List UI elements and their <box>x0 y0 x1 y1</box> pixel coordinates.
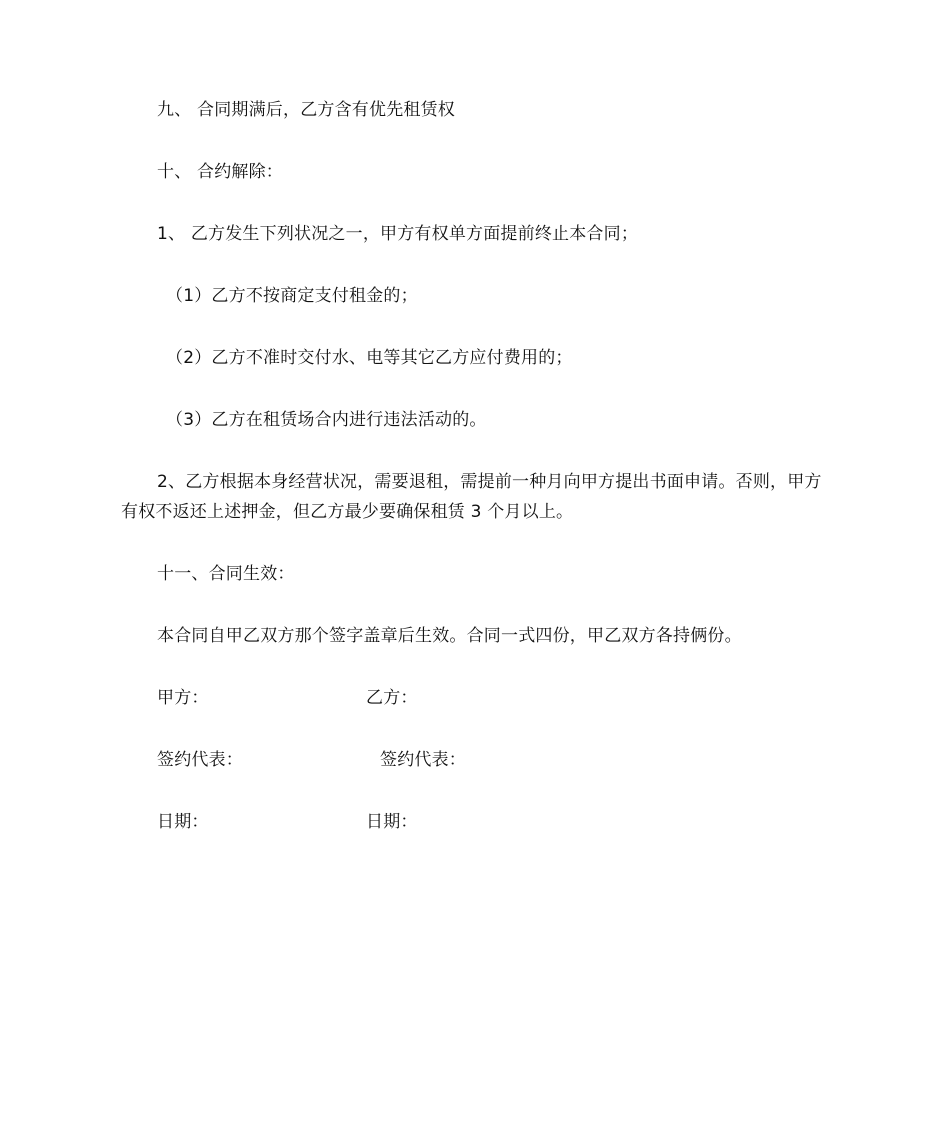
rep-b-label: 签约代表： <box>380 750 466 770</box>
date-b-label: 日期： <box>366 812 418 832</box>
clause-10-sub-2: （2）乙方不准时交付水、电等其它乙方应付费用的； <box>166 348 573 368</box>
clause-10-item-2: 2、乙方根据本身经营状况，需要退租，需提前一种月向甲方提出书面申请。否则，甲方有权不返还上述押金，但乙方最少要确保租赁 3 个月以上。 <box>121 472 822 522</box>
clause-10-sub-1: （1）乙方不按商定支付租金的； <box>166 286 418 306</box>
clause-11-text: 本合同自甲乙双方那个签字盖章后生效。合同一式四份，甲乙双方各持俩份。 <box>157 626 742 646</box>
clause-10-heading: 十、 合约解除： <box>157 162 284 182</box>
clause-10-item-1: 1、 乙方发生下列状况之一，甲方有权单方面提前终止本合同； <box>157 224 639 244</box>
clause-11-heading: 十一、合同生效： <box>157 564 295 584</box>
party-b-label: 乙方： <box>366 688 418 708</box>
clause-10-sub-3: （3）乙方在租赁场合内进行违法活动的。 <box>166 410 487 430</box>
clause-9: 九、 合同期满后，乙方含有优先租赁权 <box>157 100 456 120</box>
rep-a-label: 签约代表： <box>157 750 243 770</box>
date-a-label: 日期： <box>157 812 209 832</box>
party-a-label: 甲方： <box>157 688 209 708</box>
